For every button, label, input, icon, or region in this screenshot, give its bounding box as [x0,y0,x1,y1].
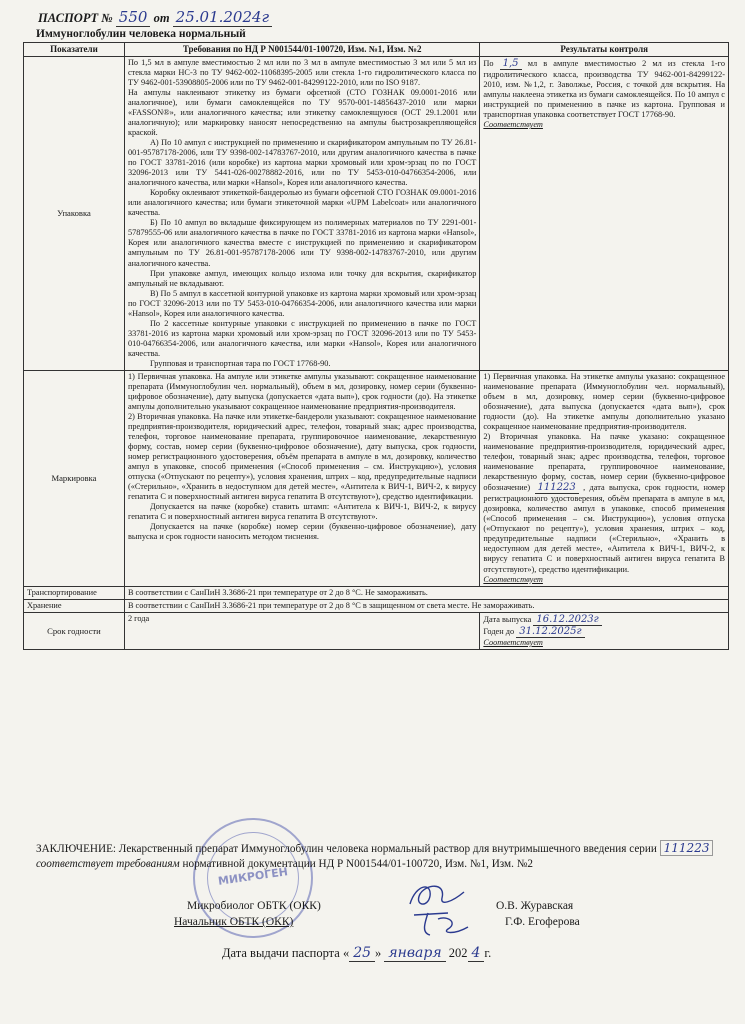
marking-result-part2b: , дата выпуска, срок годности, номер регистрационного удостоверения, объём препарата в ампуле в мл, дозировка, количество ампул в упаковке, способ применения («Способ применения – см. Инструкцию»), условия отпуска («Отпускают по рецепту»), условия хранения, штрих – код, предупредительные надписи («Стерильно», «Хранить в недоступном для детей месте», «Антитела к ВИЧ-1, ВИЧ-2, к вирусу гепатита С и поверхностный антиген вируса гепатита В отсутствуют»), средство идентификации. [483,483,725,574]
signer-2-name: Г.Ф. Егоферова [505,916,580,928]
shelf-life-label: Срок годности [24,612,125,649]
transport-label: Транспортирование [24,586,125,599]
marking-result [480,370,729,586]
marking-series-hw: 111223 [535,482,579,494]
stamp-text: МИКРОГЕН [217,865,289,888]
control-table [23,42,729,650]
signer-1-name: О.В. Журавская [496,900,574,912]
row-marking [24,370,729,586]
conclusion-prefix: ЗАКЛЮЧЕНИЕ: Лекарственный препарат Иммуноглобулин человека нормальный раствор для внутримышечного введения серии [36,843,657,855]
shelf-life-requirement: 2 года [124,612,479,649]
storage-label: Хранение [24,599,125,612]
marking-req-p: 2) Вторичная упаковка. На пачке или этикетке-бандероли указывают: сокращенное наименование предприятия-производителя, юридический адрес, телефон, товарный знак; адрес производства, телефон, торговое наименование препарата, группировочное наименование, лекарственную форму, состав, номер серии (буквенно-цифровое обозначение), дату выпуска, срок годности, номер регистрационного удостоверения, объём препарата в ампуле в мл, дозировку, количество ампул в упаковке, способ применения («Способ применения – см. Инструкцию»), условия отпуска («Отпускают по рецепту»), условия хранения, штрих – код, предупредительные надписи («Стерильно», «Хранить в недоступном для детей месте», «Антитела к ВИЧ-1, ВИЧ-2, к вирусу гепатита С и поверхностный антиген вируса гепатита В отсутствуют»), средство идентификации. [127,411,477,502]
marking-req-p: Допускается на пачке (коробке) ставить штамп: «Антитела к ВИЧ-1, ВИЧ-2, к вирусу гепатита С и поверхностный антиген вируса гепатита В отсутствуют». [127,502,477,522]
conclusion [36,840,716,873]
packaging-result [480,56,729,370]
release-date-hw: 16.12.2023г [533,614,601,626]
valid-date-hw: 31.12.2025г [516,626,584,638]
issue-year-prefix: 202 [448,946,468,960]
conclusion-series-hw: 111223 [660,840,714,856]
marking-req-p: 1) Первичная упаковка. На ампуле или этикетке ампулы указывают: сокращенное наименование препарата (Иммуноглобулин чел. нормальный), объем в мл, дозировку, номер серии (буквенно-цифровое обозначение), дату выпуска (допускается «дата вып»), срок годности (до). На этикетке ампулы дополнительно указывают сокращенное наименование предприятия-производителя. [127,371,477,411]
signer-2-position: Начальник ОБТК (ОКК) [174,916,294,928]
issue-suffix: г. [484,946,492,960]
packaging-req-p: При упаковке ампул, имеющих кольцо излома или точку для вскрытия, скарификатор ампульный не вкладывают. [127,268,477,288]
marking-req-p: Допускается на пачке (коробке) номер серии (буквенно-цифровое обозначение), дату выпуска и срок годности наносить методом тиснения. [127,522,477,542]
passport-label: ПАСПОРТ № [38,11,113,25]
passport-number: 550 [116,8,151,27]
packaging-requirements [124,56,479,370]
header-indicator: Показатели [24,43,125,57]
transport-text: В соответствии с СанПиН 3.3686-21 при температуре от 2 до 8 °С. Не замораживать. [124,586,728,599]
packaging-volume-hw: 1,5 [500,58,522,70]
signature-2-icon [408,905,474,941]
packaging-req-p: По 2 кассетные контурные упаковки с инструкцией по применению в пачке по ГОСТ 33781-2016 из картона марки хромовый или хром-эрзац по ГОСТ 32096-2013 или по ТУ 5453-010-04766354-2006, или аналогичного качества, или марки «Hansol», Корея или аналогичного качества. [127,318,477,358]
packaging-req-p: В) По 5 ампул в кассетной контурной упаковке из картона марки хромовый или хром-эрзац по ГОСТ 32096-2013 или по ТУ 5453-010-04766354-2006, или аналогичного качества или марки «Hansol», Корея или аналогичного качества. [127,288,477,318]
issue-year-hw: 4 [468,945,485,962]
packaging-req-p: Б) По 10 ампул во вкладыше фиксирующем из полимерных материалов по ТУ 2291-001-57879555-06 или аналогичного качества в пачке по ГОСТ 33781-2016 из картона марки «Hansol», Корея или аналогичного качества вместе с инструкцией по применению и скарификатором ампульным по ТУ 26.81-001-95787178-2006 или ТУ 9398-002-14783767-2010, или другим аналогичного качества. [127,218,477,268]
packaging-req-p: По 1,5 мл в ампуле вместимостью 2 мл или по 3 мл в ампуле вместимостью 3 мл или 5 мл из стекла марки НС-3 по ТУ 9462-002-11068395-2005 или стекла 1-го гидролитического класса по ТУ 9462-001-53908805-2006 или по ТУ 9462-001-84299122-2010, или по ISO 9187. [127,57,477,87]
passport-title [38,8,272,26]
conclusion-mid: соответствует требованиям [36,858,180,871]
issue-day-hw: 25 [349,945,375,962]
marking-result-part1: 1) Первичная упаковка. На этикетке ампулы указано: сокращенное наименование препарата (Иммуноглобулин чел. нормальный), объем в мл, дозировку, номер серии (буквенно-цифровое обозначение), дата выпуска (допускается «дата вып»), срок годности (до). На этикетке ампулы дополнительно указано сокращенное наименование предприятия-производителя. [483,371,725,431]
header-requirements: Требования по НД Р N001544/01-100720, Изм. №1, Изм. №2 [124,43,479,57]
passport-from: от [153,11,170,25]
storage-text: В соответствии с СанПиН 3.3686-21 при температуре от 2 до 8 °С в защищенном от света месте. Не замораживать. [124,599,728,612]
conclusion-suffix: нормативной документации НД Р N001544/01-100720, Изм. №1, Изм. №2 [182,858,533,871]
row-storage [24,599,729,612]
packaging-label: Упаковка [24,56,125,370]
signer-1-position: Микробиолог ОБТК (ОКК) [187,900,321,912]
shelf-life-status: Соответствует [483,637,543,647]
passport-date: 25.01.2024г [173,8,272,27]
valid-label: Годен до [483,626,515,636]
packaging-req-p: А) По 10 ампул с инструкцией по применению и скарификатором ампульным по ТУ 26.81-001-95787178-2006, или ТУ 9398-002-14783767-2010, или другим аналогичного качества в пачке по ГОСТ 33781-2016 (или коробке) из картона марки хромовый или хром-эрзац по по ГОСТ 32096-2013 или ТУ 5441-026-00278882-2016, или по ТУ 5453-010-04766354-2006, или аналогичного качества, или марки «Hansol», Корея или аналогичного качества. [127,138,477,188]
issue-mid: » [375,946,382,960]
issue-date [222,945,491,961]
marking-requirements [124,370,479,586]
product-name: Иммуноглобулин человека нормальный [36,28,246,40]
packaging-status: Соответствует [483,120,543,130]
row-transport [24,586,729,599]
header-results: Результаты контроля [480,43,729,57]
packaging-req-p: Групповая и транспортная тара по ГОСТ 17768-90. [149,358,331,368]
row-packaging [24,56,729,370]
packaging-req-p: На ампулы наклеивают этикетку из бумаги офсетной (СТО ГОЗНАК 09.0001-2016 или аналогичное), или бумаги самоклеящейся по ТУ 9570-001-14856437-2010 или марки «FASSON®», или аналогичного качества; или этикетку самоклеящуюся (ОСТ 29.1.2001 или аналогичную); или маркировку наносят непосредственно на ампулы быстрозакрепляющейся краской. [127,87,477,138]
issue-month-hw: января [384,945,445,962]
issue-prefix: Дата выдачи паспорта « [222,946,350,960]
packaging-result-prefix: По [483,58,494,68]
packaging-result-text: мл в ампуле вместимостью 2 мл из стекла 1-го гидролитического класса, производства ТУ 9462-001-84299122-2010, изм. №1,2, г. Заволжье, Россия, с точкой для вскрытия. На ампулы наклеена этикетка из бумаги самоклеящейся. По 10 ампул с инструкцией по применению в пачке из картона. Групповая и транспортная упаковка соответствует ГОСТ 17768-90. [483,58,725,120]
release-label: Дата выпуска [483,614,532,624]
marking-result-part2a: 2) Вторичная упаковка. На пачке указано: сокращенное наименование предприятия-производителя, юридический адрес, телефон, товарный знак; адрес производства, телефон, торговое наименование препарата, группировочное наименование, лекарственную форму, состав, номер серии (буквенно-цифровое обозначение) [483,432,725,493]
shelf-life-result [480,612,729,649]
marking-status: Соответствует [483,574,543,584]
row-shelf-life [24,612,729,649]
table-header-row [24,43,729,57]
marking-label: Маркировка [24,370,125,586]
packaging-req-p: Коробку оклеивают этикеткой-бандеролью из бумаги офсетной СТО ГОЗНАК 09.0001-2016 или аналогичного качества; или бумаги этикеточной марки «UPM Labelcoat» или аналогичного качества. [127,188,477,218]
